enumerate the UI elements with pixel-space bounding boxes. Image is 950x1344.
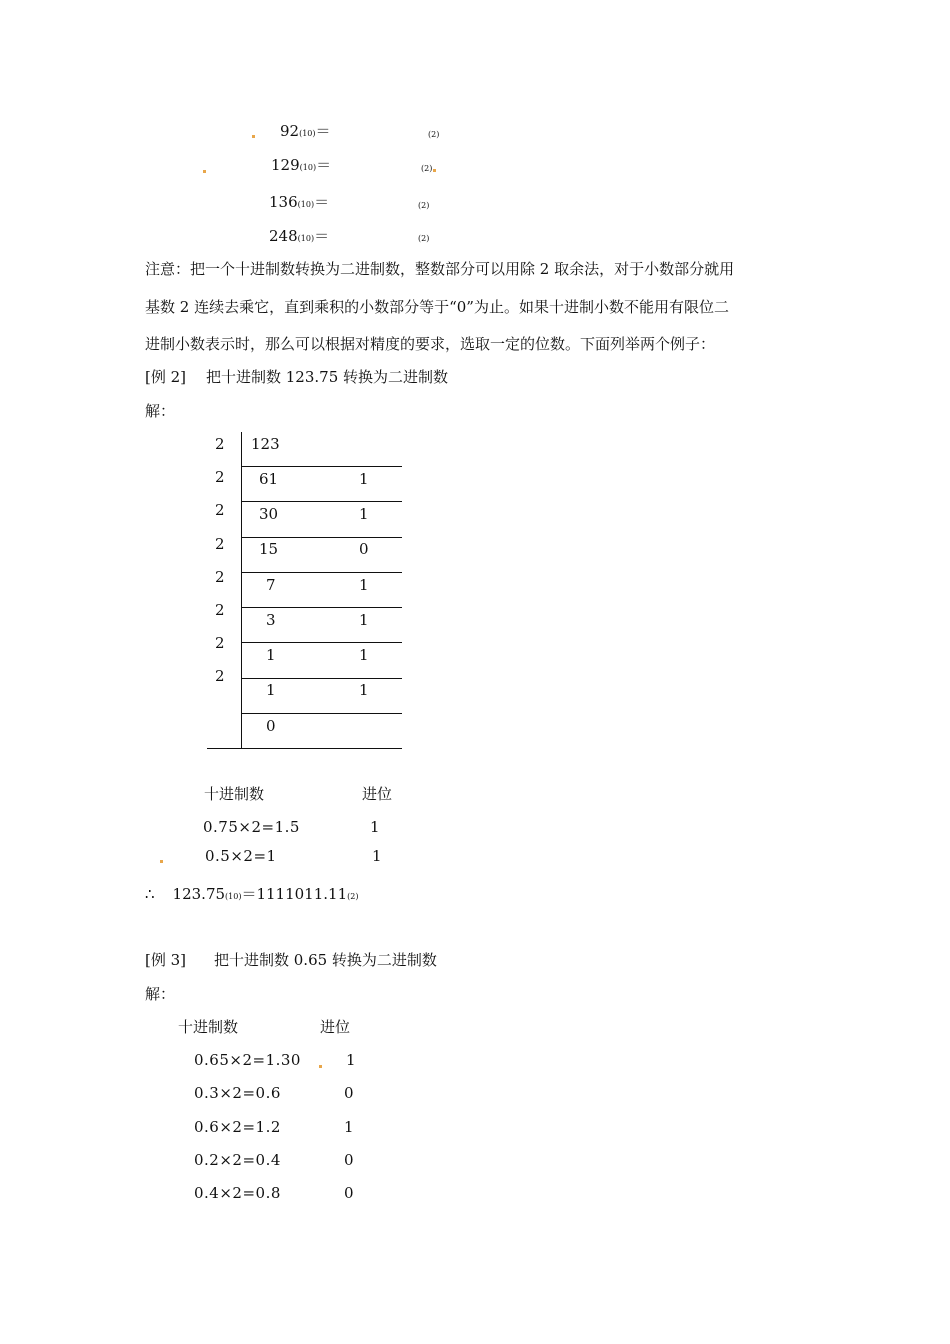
- quotient: 30: [259, 505, 279, 523]
- mult-expr: 0.5×2=1: [205, 847, 277, 865]
- exercise-base-out: (2): [418, 201, 430, 210]
- divisor: 2: [215, 535, 225, 553]
- mult-header-carry: 进位: [362, 785, 393, 803]
- division-vertical-line: [241, 432, 242, 748]
- division-line: [241, 537, 402, 538]
- mult-carry: 0: [344, 1184, 354, 1202]
- mult-carry: 0: [344, 1151, 354, 1169]
- decorative-dot: [203, 170, 206, 173]
- mult-carry: 1: [344, 1118, 354, 1136]
- mult-header-decimal: 十进制数: [204, 785, 265, 803]
- remainder: 1: [359, 681, 369, 699]
- example3-label: [例 3]: [145, 951, 187, 969]
- exercise-base-out: (2): [421, 164, 433, 173]
- mult-expr: 0.3×2=0.6: [194, 1084, 281, 1102]
- mult-carry: 1: [346, 1051, 356, 1069]
- divisor: 2: [215, 568, 225, 586]
- remainder: 1: [359, 576, 369, 594]
- quotient: 123: [251, 435, 280, 453]
- example3-solution: 解：: [145, 985, 176, 1003]
- exercise-line: 136(10)＝: [269, 193, 330, 211]
- remainder: 1: [359, 611, 369, 629]
- mult-carry: 1: [370, 818, 380, 836]
- mult-header-carry: 进位: [320, 1018, 351, 1036]
- quotient: 1: [266, 646, 276, 664]
- result-line: ∴ 123.75(10)＝1111011.11(2): [145, 885, 359, 903]
- exercise-base-out: (2): [428, 130, 440, 139]
- quotient: 61: [259, 470, 279, 488]
- mult-expr: 0.2×2=0.4: [194, 1151, 281, 1169]
- therefore-symbol: ∴: [145, 885, 155, 903]
- division-bottom-line: [207, 748, 402, 749]
- exercise-line: 92(10)＝: [280, 122, 331, 140]
- decorative-dot: [319, 1065, 322, 1068]
- division-line: [241, 678, 402, 679]
- quotient: 3: [266, 611, 276, 629]
- division-line: [241, 572, 402, 573]
- mult-expr: 0.6×2=1.2: [194, 1118, 281, 1136]
- exercise-line: 248(10)＝: [269, 227, 330, 245]
- division-line: [241, 642, 402, 643]
- divisor: 2: [215, 501, 225, 519]
- note-line-1: 注意：把一个十进制数转换为二进制数，整数部分可以用除 2 取余法，对于小数部分就用: [145, 260, 735, 278]
- quotient: 0: [266, 717, 276, 735]
- divisor: 2: [215, 468, 225, 486]
- note-line-3: 进制小数表示时，那么可以根据对精度的要求，选取一定的位数。下面列举两个例子：: [145, 335, 716, 353]
- example2-label: [例 2]: [145, 368, 187, 386]
- remainder: 1: [359, 470, 369, 488]
- remainder: 0: [359, 540, 369, 558]
- divisor: 2: [215, 667, 225, 685]
- mult-carry: 1: [372, 847, 382, 865]
- exercise-line: 129(10)＝: [271, 156, 332, 174]
- divisor: 2: [215, 435, 225, 453]
- division-line: [241, 466, 402, 467]
- decorative-dot: [433, 169, 436, 172]
- decorative-dot: [252, 135, 255, 138]
- division-line: [241, 607, 402, 608]
- decorative-dot: [160, 860, 163, 863]
- example3-text: 把十进制数 0.65 转换为二进制数: [214, 951, 437, 969]
- mult-carry: 0: [344, 1084, 354, 1102]
- note-line-2: 基数 2 连续去乘它，直到乘积的小数部分等于“0”为止。如果十进制小数不能用有限位二: [145, 298, 729, 316]
- division-line: [241, 501, 402, 502]
- mult-header-decimal: 十进制数: [178, 1018, 239, 1036]
- division-line: [241, 713, 402, 714]
- quotient: 1: [266, 681, 276, 699]
- exercise-base-out: (2): [418, 234, 430, 243]
- remainder: 1: [359, 646, 369, 664]
- mult-expr: 0.75×2=1.5: [203, 818, 300, 836]
- mult-expr: 0.65×2=1.30: [194, 1051, 301, 1069]
- example2-solution: 解：: [145, 402, 176, 420]
- mult-expr: 0.4×2=0.8: [194, 1184, 281, 1202]
- divisor: 2: [215, 601, 225, 619]
- remainder: 1: [359, 505, 369, 523]
- example2-text: 把十进制数 123.75 转换为二进制数: [206, 368, 449, 386]
- divisor: 2: [215, 634, 225, 652]
- quotient: 15: [259, 540, 279, 558]
- quotient: 7: [266, 576, 276, 594]
